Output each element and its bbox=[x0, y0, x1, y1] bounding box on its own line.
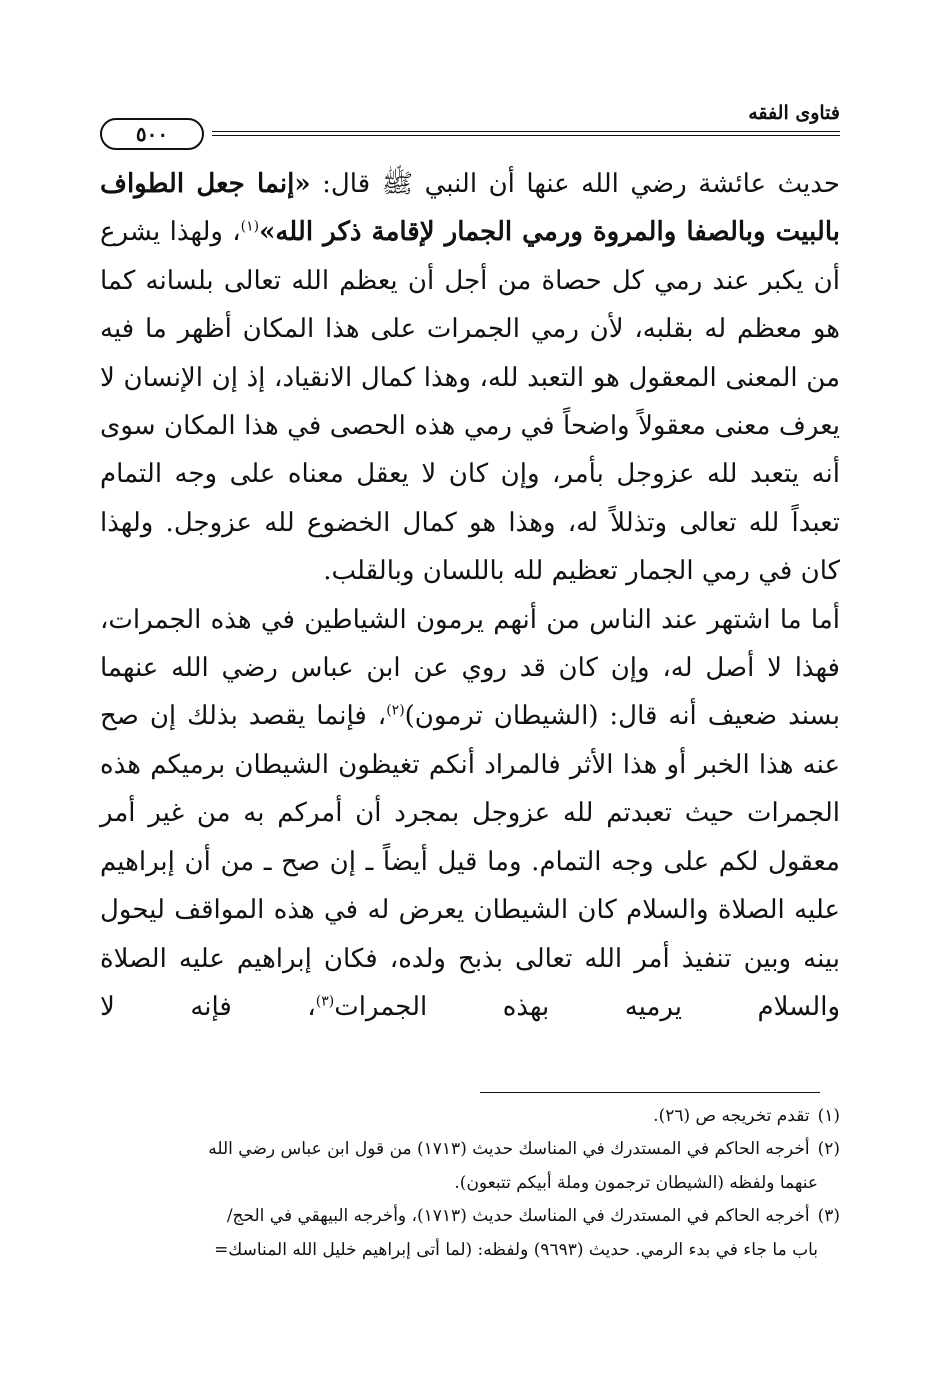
running-title: فتاوى الفقه bbox=[748, 102, 840, 124]
paragraph-1 bbox=[100, 160, 840, 596]
footnote-ref-3[interactable]: (٣) bbox=[315, 993, 335, 1010]
paragraph-2-text-b: ، فإنما يقصد بذلك إن صح عنه هذا الخبر أو هذا الأثر فالمراد أنكم تغيظون الشيطان برميكم هذه الجمرات حيث تعبدتم لله عزوجل بمجرد أن أمركم به من غير أمر معقول لكم على وجه التمام. وما قيل أيضاً ـ إن صح ـ من أن إبراهيم عليه الصلاة والسلام كان الشيطان يعرض له في هذه المواقف ليحول بينه وبين تنفيذ أمر الله تعالى بذبح ولده، فكان إبراهيم عليه الصلاة والسلام يرميه بهذه الجمرات bbox=[100, 701, 841, 1022]
footnote-3 bbox=[100, 1200, 840, 1233]
footnote-ref-1[interactable]: (١) bbox=[240, 218, 260, 235]
footnote-3-continuation: باب ما جاء في بدء الرمي. حديث (٩٦٩٣) ولفظه: (لما أتى إبراهيم خليل الله المناسك= bbox=[214, 1239, 818, 1260]
footnote-separator bbox=[480, 1092, 820, 1093]
footnote-2-continuation: عنهما ولفظه (الشيطان ترجمون وملة أبيكم تتبعون). bbox=[454, 1172, 818, 1193]
hadith-quote: «إنما جعل الطواف بالبيت وبالصفا والمروة ورمي الجمار لإقامة ذكر الله» bbox=[100, 169, 840, 248]
page-header bbox=[100, 96, 840, 156]
header-rule bbox=[212, 131, 840, 136]
paragraph-1-text-b: ، ولهذا يشرع أن يكبر عند رمي كل حصاة من أجل أن يعظم الله تعالى بلسانه كما هو معظم له بقلبه، لأن رمي الجمرات على هذا المكان أظهر ما فيه من المعنى المعقول هو التعبد لله، وهذا كمال الانقياد، إذ إن الإنسان لا يعرف معنى معقولاً واضحاً في رمي هذه الحصى في هذا المكان سوى أنه يتعبد لله عزوجل بأمر، وإن كان لا يعقل معناه على وجه التمام تعبداً لله تعالى وتذللاً له، وهذا هو كمال الخضوع لله عزوجل. ولهذا كان في رمي الجمار تعظيم لله باللسان وبالقلب. bbox=[100, 217, 840, 587]
footnote-mark: (٢) bbox=[817, 1139, 840, 1160]
paragraph-1-text-a: حديث عائشة رضي الله عنها أن النبي ﷺ قال: bbox=[310, 169, 840, 199]
footnote-mark: (٣) bbox=[817, 1206, 840, 1227]
paragraph-2 bbox=[100, 596, 840, 1032]
footnote-mark: (١) bbox=[817, 1106, 840, 1126]
footnote-ref-2[interactable]: (٢) bbox=[386, 702, 405, 719]
paragraph-2-text-a: أما ما اشتهر عند الناس من أنهم يرمون الشياطين في هذه الجمرات، فهذا لا أصل له، وإن كان قد روي عن ابن عباس رضي الله عنهما بسند ضعيف أنه قال: (الشيطان ترمون) bbox=[100, 604, 840, 732]
footnote-text: أخرجه الحاكم في المستدرك في المناسك حديث (١٧١٣)، وأخرجه البيهقي في الحج/ bbox=[226, 1206, 810, 1227]
footnote-text: تقدم تخريجه ص (٢٦). bbox=[653, 1106, 810, 1126]
paragraph-2-text-c: ، فإنه لا bbox=[100, 991, 316, 1022]
footnote-2 bbox=[100, 1133, 840, 1166]
footnote-1 bbox=[100, 1100, 840, 1133]
page-number: ٥٠٠ bbox=[100, 118, 204, 150]
body-text bbox=[100, 160, 840, 1031]
footnotes bbox=[100, 1100, 840, 1267]
footnote-text: أخرجه الحاكم في المستدرك في المناسك حديث (١٧١٣) من قول ابن عباس رضي الله bbox=[208, 1139, 810, 1160]
